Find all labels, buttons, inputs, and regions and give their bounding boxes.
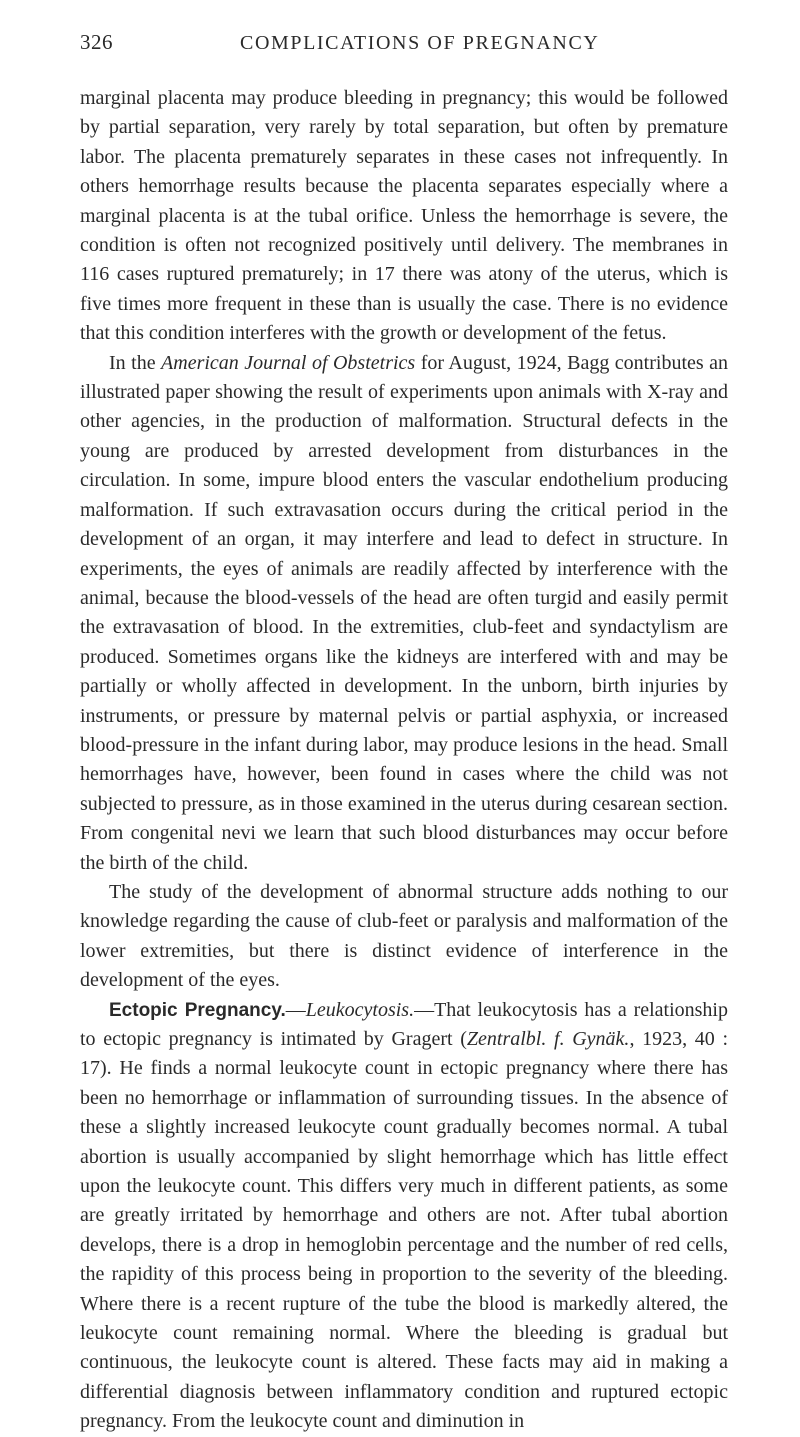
- citation-journal: Zentralbl. f. Gynäk.: [466, 1028, 630, 1050]
- page-body: [80, 84, 728, 1437]
- paragraph-placenta: marginal placenta may produce bleeding in pregnancy; this would be followed by partial separation, very rarely by total separation, but often by premature labor. The placenta prematurely separates in these cases not infrequently. In others hemorrhage results because the placenta separates especially where a marginal placenta is at the tubal orifice. Unless the hemorrhage is severe, the condition is often not recognized positively until delivery. The membranes in 116 cases ruptured prematurely; in 17 there was atony of the uterus, which is five times more frequent in these than is usually the case. There is no evidence that this condition interferes with the growth or development of the fetus.: [80, 87, 728, 345]
- section-heading: Ectopic Pregnancy.: [109, 999, 286, 1021]
- book-page: [80, 30, 728, 1437]
- paragraph-ectopic-pregnancy: [80, 996, 728, 1437]
- subsection-heading: Leukocytosis.: [305, 998, 415, 1021]
- paragraph-development-study: The study of the development of abnormal structure adds nothing to our knowledge regarding the cause of club-feet or paralysis and malformation of the lower extremities, but there is distinct evidence of interference in the development of the eyes.: [80, 880, 728, 992]
- paragraph-text: —That leukocytosis has a relationship to ectopic pregnancy is intimated by Gragert (: [80, 998, 728, 1050]
- dash: —: [285, 998, 306, 1021]
- paragraph-malformation: [80, 349, 728, 878]
- journal-title: American Journal of Obstetrics: [161, 351, 416, 374]
- paragraph-text: In the: [109, 351, 162, 374]
- page-number: 326: [80, 30, 113, 54]
- page-header: [80, 30, 728, 64]
- running-head: COMPLICATIONS OF PREGNANCY: [240, 32, 600, 54]
- paragraph-text: for August, 1924, Bagg contributes an illustrated paper showing the result of experiments upon animals with X-ray and other agencies, in the production of malformation. Structural defects in the young are produced by arrested development from disturbances in the circulation. In some, impure blood enters the vascular endothelium producing malformation. If such extravasation occurs during the critical period in the development of an organ, it may interfere and lead to defect in structure. In experiments, the eyes of animals are readily affected by interference with the animal, because the blood-vessels of the head are often turgid and easily permit the extravasation of blood. In the extremities, club-feet and syndactylism are produced. Sometimes organs like the kidneys are interfered with and may be partially or wholly affected in development. In the unborn, birth injuries by instruments, or pressure by maternal pelvis or partial asphyxia, or increased blood-pressure in the infant during labor, may produce lesions in the head. Small hemorrhages have, however, been found in cases where the child was not subjected to pressure, as in those examined in the uterus during cesarean section. From congenital nevi we learn that such blood disturbances may occur before the birth of the child.: [80, 351, 729, 874]
- paragraph-text: , 1923, 40 : 17). He finds a normal leukocyte count in ectopic pregnancy where there has been no hemorrhage or inflammation of surrounding tissues. In the absence of these a slightly increased leukocyte count gradually becomes normal. A tubal abortion is usually accompanied by slight hemorrhage which has little effect upon the leukocyte count. This differs very much in different patients, as some are greatly irritated by hemorrhage and others are not. After tubal abortion develops, there is a drop in hemoglobin percentage and the number of red cells, the rapidity of this process being in proportion to the severity of the bleeding. Where there is a recent rupture of the tube the blood is markedly altered, the leukocyte count remaining normal. Where the bleeding is gradual but continuous, the leukocyte count is altered. These facts may aid in making a differential diagnosis between inflammatory condition and ruptured ectopic pregnancy. From the leukocyte count and diminution in: [80, 1028, 728, 1433]
